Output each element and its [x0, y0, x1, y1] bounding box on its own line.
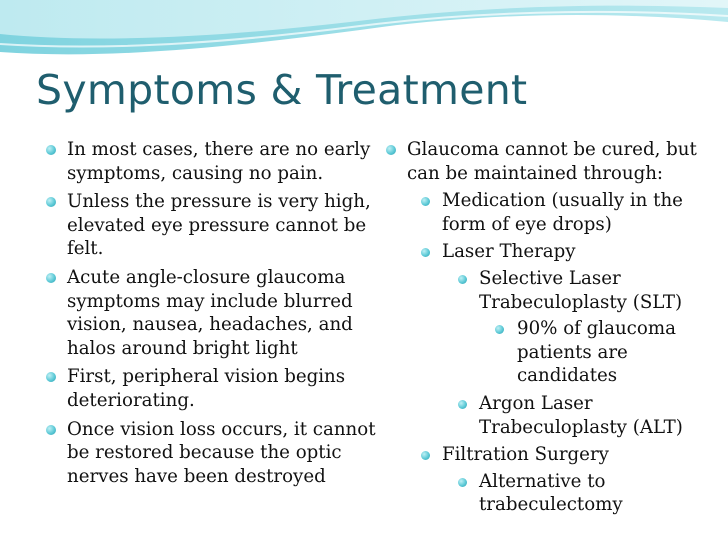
alternative-text: Alternative to trabeculectomy [479, 470, 623, 516]
treatment-intro-text: Glaucoma cannot be cured, but can be maintained through: [407, 139, 697, 184]
treatment-intro-item [386, 138, 722, 517]
bullet-icon [421, 197, 430, 206]
list-item [46, 266, 386, 360]
medication-item [421, 189, 722, 236]
symptoms-list [46, 138, 386, 493]
header-wave-decoration [0, 0, 728, 70]
list-item-text: Acute angle-closure glaucoma symptoms may include blurred vision, nausea, headaches, and halos around bright light [67, 266, 353, 359]
list-item [46, 418, 386, 489]
bullet-icon [458, 275, 467, 284]
filtration-surgery-item [421, 443, 722, 517]
bullet-icon [386, 145, 396, 155]
bullet-icon [46, 145, 56, 155]
bullet-icon [46, 372, 56, 382]
list-item-text: Once vision loss occurs, it cannot be restored because the optic nerves have been destroyed [67, 418, 376, 487]
list-item [46, 138, 386, 185]
slt-note-text: 90% of glaucoma patients are candidates [517, 318, 676, 387]
alt-item [458, 392, 722, 439]
alt-text: Argon Laser Trabeculoplasty (ALT) [479, 392, 683, 438]
treatment-options-list [421, 189, 722, 517]
treatment-list [386, 138, 722, 521]
laser-therapy-text: Laser Therapy [442, 241, 576, 263]
list-item-text: In most cases, there are no early symptoms, causing no pain. [67, 139, 371, 184]
bullet-icon [46, 273, 56, 283]
laser-therapy-list [458, 267, 722, 439]
medication-text: Medication (usually in the form of eye drops) [442, 190, 683, 235]
filtration-surgery-list [458, 470, 722, 517]
filtration-surgery-text: Filtration Surgery [442, 444, 609, 466]
bullet-icon [46, 197, 56, 207]
alternative-item [458, 470, 722, 517]
slt-notes-list [495, 317, 722, 388]
list-item [46, 190, 386, 261]
bullet-icon [495, 325, 504, 334]
slt-item [458, 267, 722, 388]
laser-therapy-item [421, 240, 722, 439]
list-item-text: First, peripheral vision begins deteriorating. [67, 366, 346, 411]
slt-text: Selective Laser Trabeculoplasty (SLT) [479, 267, 683, 313]
bullet-icon [421, 248, 430, 257]
bullet-icon [421, 451, 430, 460]
bullet-icon [46, 425, 56, 435]
slide-title: Symptoms & Treatment [36, 66, 528, 114]
list-item-text: Unless the pressure is very high, elevated eye pressure cannot be felt. [67, 191, 371, 260]
slt-note-item [495, 317, 722, 388]
list-item [46, 365, 386, 412]
bullet-icon [458, 478, 467, 487]
bullet-icon [458, 400, 467, 409]
